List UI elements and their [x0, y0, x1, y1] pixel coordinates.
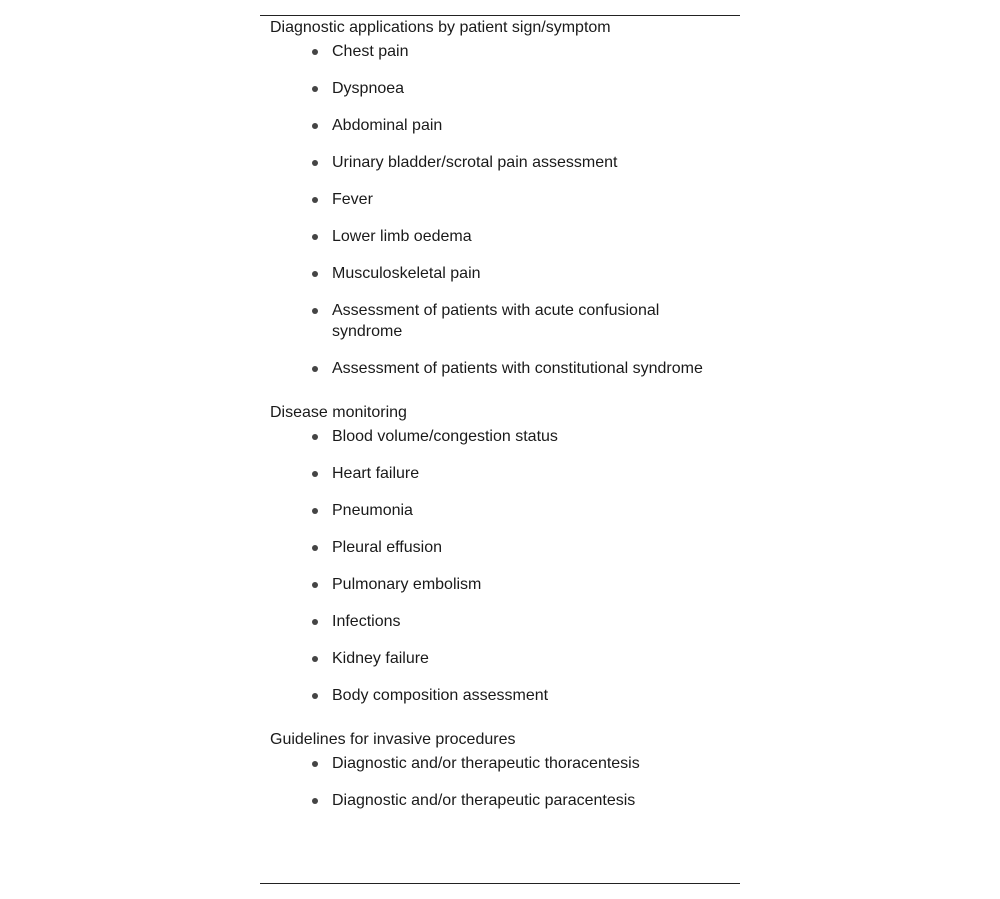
bullet-icon [312, 582, 318, 588]
top-rule [260, 15, 740, 16]
bullet-icon [312, 508, 318, 514]
list-item [270, 226, 730, 247]
list-item-text: Assessment of patients with constitutional syndrome [332, 360, 703, 377]
applications-table [270, 18, 730, 835]
bullet-icon [312, 308, 318, 314]
list-item-text: Diagnostic and/or therapeutic paracentesis [332, 792, 636, 809]
list-item [270, 611, 730, 632]
bullet-icon [312, 366, 318, 372]
list-item [270, 358, 730, 379]
bullet-icon [312, 160, 318, 166]
list-item-text: Assessment of patients with acute confusional syndrome [332, 302, 660, 340]
list-item [270, 790, 730, 811]
list-item [270, 300, 730, 342]
list-item-text: Blood volume/congestion status [332, 428, 558, 445]
bottom-rule [260, 883, 740, 884]
section-title: Disease monitoring [270, 404, 407, 421]
list-item-text: Body composition assessment [332, 687, 549, 704]
bullet-icon [312, 693, 318, 699]
list-item-text: Fever [332, 191, 373, 208]
bullet-icon [312, 761, 318, 767]
list-item [270, 463, 730, 484]
item-list [270, 41, 730, 379]
list-item-text: Musculoskeletal pain [332, 265, 481, 282]
bullet-icon [312, 234, 318, 240]
list-item-text: Chest pain [332, 43, 409, 60]
list-item-text: Dyspnoea [332, 80, 405, 97]
list-item [270, 41, 730, 62]
list-item [270, 152, 730, 173]
bullet-icon [312, 798, 318, 804]
bullet-icon [312, 656, 318, 662]
list-item-text: Pleural effusion [332, 539, 442, 556]
list-item-text: Urinary bladder/scrotal pain assessment [332, 154, 618, 171]
item-list [270, 753, 730, 811]
list-item [270, 115, 730, 136]
bullet-icon [312, 471, 318, 477]
list-item [270, 500, 730, 521]
item-list [270, 426, 730, 706]
list-item-text: Lower limb oedema [332, 228, 472, 245]
bullet-icon [312, 271, 318, 277]
list-item [270, 685, 730, 706]
list-item-text: Infections [332, 613, 401, 630]
bullet-icon [312, 197, 318, 203]
list-item-text: Abdominal pain [332, 117, 443, 134]
list-item [270, 574, 730, 595]
list-item [270, 537, 730, 558]
list-item-text: Kidney failure [332, 650, 429, 667]
list-item-text: Heart failure [332, 465, 420, 482]
bullet-icon [312, 86, 318, 92]
list-item-text: Pneumonia [332, 502, 413, 519]
list-item-text: Pulmonary embolism [332, 576, 482, 593]
list-item [270, 263, 730, 284]
bullet-icon [312, 545, 318, 551]
bullet-icon [312, 49, 318, 55]
list-item-text: Diagnostic and/or therapeutic thoracentesis [332, 755, 640, 772]
bullet-icon [312, 123, 318, 129]
section-diagnostic-applications [270, 18, 730, 379]
list-item [270, 648, 730, 669]
section-disease-monitoring [270, 403, 730, 706]
bullet-icon [312, 434, 318, 440]
section-title: Guidelines for invasive procedures [270, 731, 516, 748]
list-item [270, 78, 730, 99]
section-title: Diagnostic applications by patient sign/symptom [270, 19, 611, 36]
bullet-icon [312, 619, 318, 625]
list-item [270, 426, 730, 447]
list-item [270, 189, 730, 210]
list-item [270, 753, 730, 774]
section-invasive-procedures [270, 730, 730, 811]
